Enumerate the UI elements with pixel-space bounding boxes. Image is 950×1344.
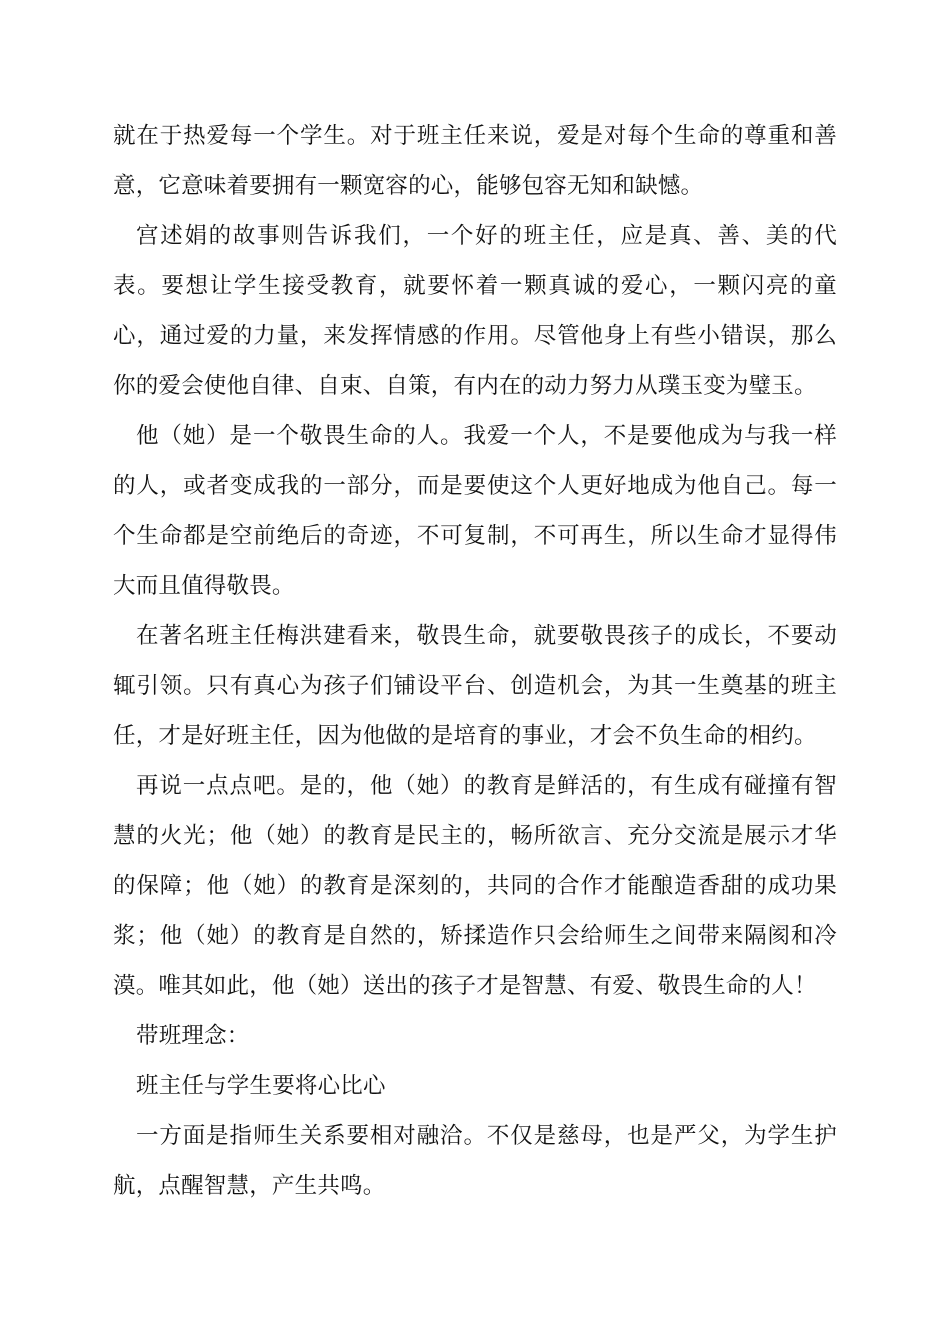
- paragraph-3: 他（她）是一个敬畏生命的人。我爱一个人，不是要他成为与我一样的人，或者变成我的一部分，而是要使这个人更好地成为他自己。每一个生命都是空前绝后的奇迹，不可复制，不可再生，所以生命才显得伟大而且值得敬畏。: [113, 423, 837, 599]
- section-subheading: 班主任与学生要将心比心: [136, 1073, 386, 1099]
- document-body: [113, 111, 837, 1211]
- paragraph-5: 再说一点点吧。是的，他（她）的教育是鲜活的，有生成有碰撞有智慧的火光；他（她）的教育是民主的，畅所欲言、充分交流是展示才华的保障；他（她）的教育是深刻的，共同的合作才能酿造香甜的成功果浆；他（她）的教育是自然的，矫揉造作只会给师生之间带来隔阂和冷漠。唯其如此，他（她）送出的孩子才是智慧、有爱、敬畏生命的人！: [113, 773, 837, 999]
- paragraph-2: 宫述娟的故事则告诉我们，一个好的班主任，应是真、善、美的代表。要想让学生接受教育，就要怀着一颗真诚的爱心，一颗闪亮的童心，通过爱的力量，来发挥情感的作用。尽管他身上有些小错误，那么你的爱会使他自律、自束、自策，有内在的动力努力从璞玉变为璧玉。: [113, 223, 837, 399]
- paragraph-4: 在著名班主任梅洪建看来，敬畏生命，就要敬畏孩子的成长，不要动辄引领。只有真心为孩子们铺设平台、创造机会，为其一生奠基的班主任，才是好班主任，因为他做的是培育的事业，才会不负生命的相约。: [113, 623, 837, 749]
- section-heading: 带班理念：: [136, 1023, 250, 1049]
- paragraph-1: 就在于热爱每一个学生。对于班主任来说，爱是对每个生命的尊重和善意，它意味着要拥有一颗宽容的心，能够包容无知和缺憾。: [113, 123, 837, 199]
- paragraph-6: 一方面是指师生关系要相对融洽。不仅是慈母，也是严父，为学生护航，点醒智慧，产生共鸣。: [113, 1123, 837, 1199]
